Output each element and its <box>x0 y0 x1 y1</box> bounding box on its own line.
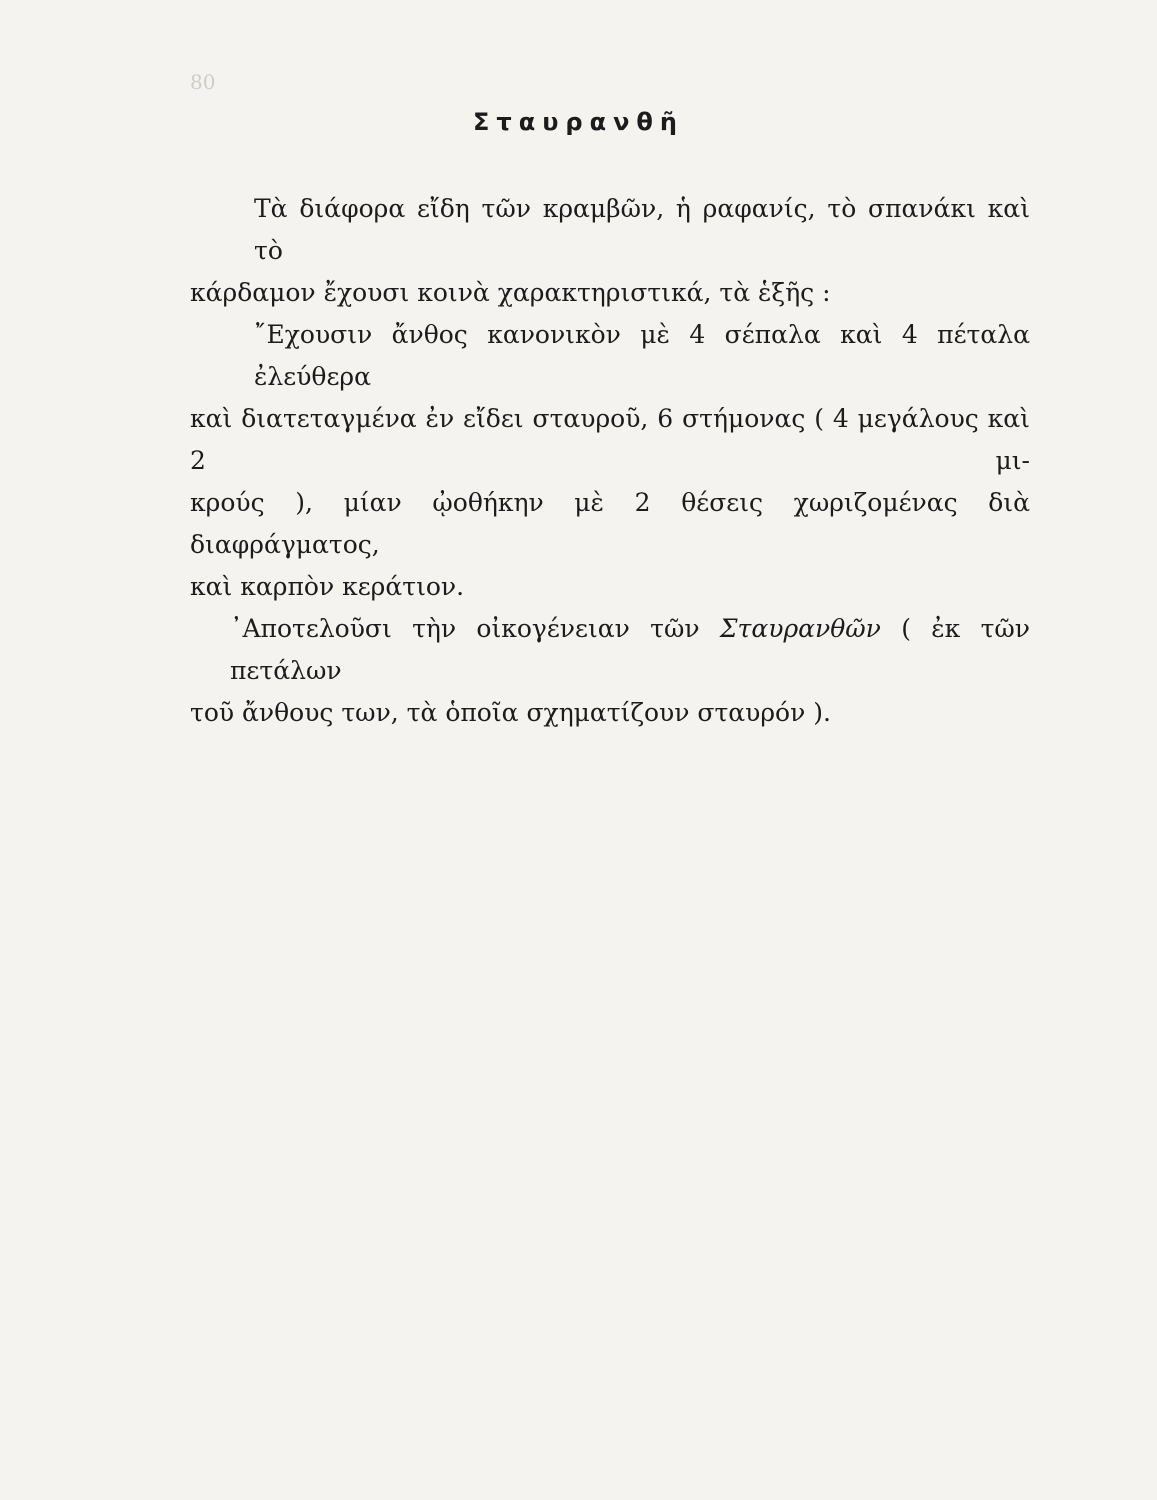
text-line <box>190 608 1030 692</box>
text-line: τοῦ ἄνθους των, τὰ ὁποῖα σχηματίζουν σταυρόν ). <box>190 698 831 727</box>
section-title: Σταυρανθῆ <box>473 108 684 136</box>
paragraph-3 <box>190 608 1030 734</box>
text-line: καὶ διατεταγμένα ἐν εἴδει σταυροῦ, 6 στήμονας ( 4 μεγάλους καὶ 2 μι- <box>190 404 1030 475</box>
text-line: κρούς ), μίαν ᾠοθήκην μὲ 2 θέσεις χωριζομένας διὰ διαφράγματος, <box>190 488 1030 559</box>
text-line: καὶ καρπὸν κεράτιον. <box>190 572 465 601</box>
paragraph-2 <box>190 314 1030 608</box>
text-run: ( ἐκ τῶν πετάλων <box>230 614 1030 685</box>
text-line: ῎Εχουσιν ἄνθος κανονικὸν μὲ 4 σέπαλα καὶ 4 πέταλα ἐλεύθερα <box>254 320 1030 391</box>
paragraph-1 <box>190 188 1030 314</box>
text-run: ᾿Αποτελοῦσι τὴν οἰκογένειαν τῶν <box>230 614 700 643</box>
italic-term: Σταυρανθῶν <box>719 614 881 643</box>
page-number: 80 <box>190 70 216 94</box>
text-line: Τὰ διάφορα εἴδη τῶν κραμβῶν, ἡ ραφανίς, τὸ σπανάκι καὶ τὸ <box>254 194 1030 265</box>
section-text <box>190 188 1030 734</box>
text-line: κάρδαμον ἔχουσι κοινὰ χαρακτηριστικά, τὰ ἑξῆς : <box>190 278 831 307</box>
